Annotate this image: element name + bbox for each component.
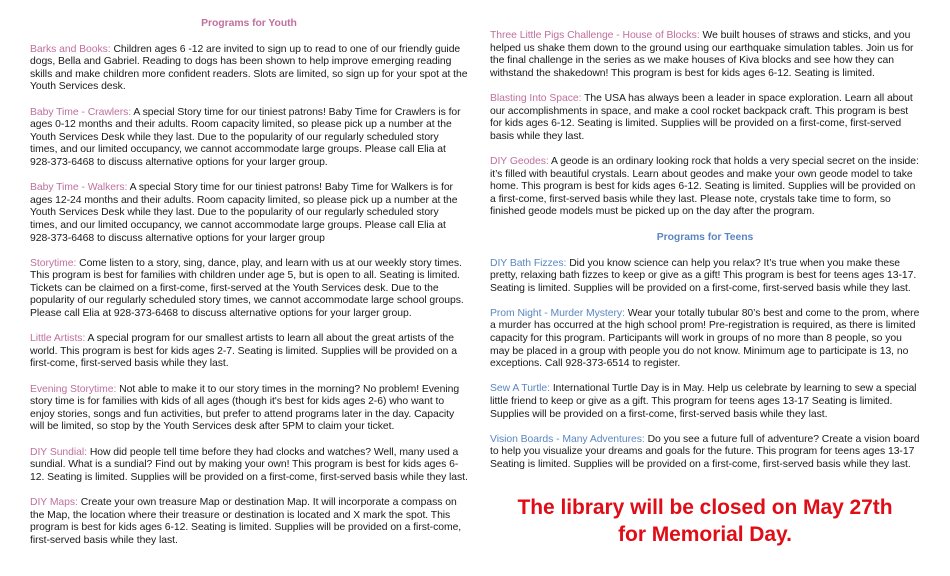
program-name: Sew A Turtle: bbox=[490, 383, 550, 395]
program-name: DIY Maps: bbox=[30, 496, 78, 508]
program-name: Little Artists: bbox=[30, 333, 86, 345]
program-description: A special Story time for our tiniest patrons! Baby Time for Crawlers is for ages 0-12 months and their adults. Room capacity limited, so please pick up a number at the Youth Services Desk while they last. Due to the popularity of our regularly scheduled story times, and our limited occupancy, we cannot accommodate large groups. Please call Elia at 928-373-6468 to discuss alternative options for your larger group. bbox=[30, 106, 461, 168]
closure-notice: The library will be closed on May 27th for Memorial Day. bbox=[517, 495, 893, 546]
youth-section-title: Programs for Youth bbox=[201, 18, 297, 29]
program-name: Baby Time - Crawlers: bbox=[30, 106, 132, 118]
program-name: DIY Sundial: bbox=[30, 446, 87, 458]
program-description: Children ages 6 -12 are invited to sign up to read to one of our friendly guide dogs, Bella and Gabriel. Reading to dogs has been shown to help improve emerging reading skills and make children more confident readers. Slots are limited, so sign up for your spot at the Youth Services desk. bbox=[30, 43, 468, 93]
program-little-artists bbox=[30, 333, 468, 371]
program-three-little-pigs bbox=[490, 0, 920, 80]
program-description: Do you see a future full of adventure? Create a vision board to help you visualize your dreams and goals for the future. This program for teens ages 13-17 Seating is limited. Supplies will be provided on a first-come, first-served basis while they last. bbox=[490, 433, 920, 470]
teens-section-title: Programs for Teens bbox=[656, 231, 754, 243]
program-name: Barks and Books: bbox=[30, 43, 111, 55]
program-name: Prom Night - Murder Mystery: bbox=[490, 307, 625, 319]
program-name: Vision Boards - Many Adventures: bbox=[490, 433, 645, 445]
program-barks-and-books bbox=[30, 44, 468, 94]
program-name: Three Little Pigs Challenge - House of Blocks: bbox=[490, 30, 700, 41]
program-description: Come listen to a story, sing, dance, play, and learn with us at our weekly story times. This program is best for families with children under age 5, but is open to all. Seating is limited. Tickets can be claimed on a first-come, first-served at the Youth Services desk. Due to the popularity of our regularly scheduled story times, we cannot accommodate large school groups. Please call Elia at 928-373-6468 to discuss alternative options for your larger group. bbox=[30, 257, 464, 320]
program-description: Wear your totally tubular 80’s best and come to the prom, where a murder has occurred at the high school prom! Pre-registration is required, as there is limited capacity for this program. Participants will work in groups of no more than 8 people, so you may be placed in a group with people you do not know. Minimum age to participate is 13, no exceptions. Call 928-373-6514 to register. bbox=[490, 307, 920, 370]
program-description: International Turtle Day is in May. Help us celebrate by learning to sew a special little friend to keep or give as a gift. This program for teens ages 13-17 Seating is limited. Supplies will be provided on a first-come, first-served basis while they last. bbox=[490, 383, 917, 420]
program-vision-boards bbox=[490, 434, 920, 472]
program-description: A special Story time for our tiniest patrons! Baby Time for Walkers is for ages 12-24 months and their adults. Room capacity limited, so please pick up a number at the Youth Services Desk while they last. Due to the popularity of our regularly scheduled story times, and our limited occupancy, we cannot accommodate large groups. Please call Elia at 928-373-6468 to discuss alternative options for your larger group bbox=[30, 182, 458, 244]
program-baby-time-crawlers bbox=[30, 107, 468, 170]
program-name: Baby Time - Walkers: bbox=[30, 182, 128, 194]
program-evening-storytime bbox=[30, 384, 468, 434]
program-diy-maps bbox=[30, 497, 468, 547]
program-description: Create your own treasure Map or destination Map. It will incorporate a compass on the Map, the location where their treasure or destination is located and X mark the spot. This program is best for kids ages 6-12. Seating is limited. Supplies will be provided on a first-come, first-served basis while they last. bbox=[30, 496, 462, 546]
program-description: Not able to make it to our story times in the morning? No problem! Evening story time is for families with kids of all ages (though it's best for kids ages 2-6) who want to enjoy stories, songs and fun activities, but prefer to attend programs later in the day. Capacity will be limited, so stop by the Youth Services desk after 5PM to claim your ticket. bbox=[30, 383, 460, 433]
program-description: How did people tell time before they had clocks and watches? Well, many used a sundial. What is a sundial? Find out by making your own! This program is best for kids ages 6-12. Seating is limited. Supplies will be provided on a first-come, first-served basis while they last. bbox=[30, 446, 468, 483]
program-diy-sundial bbox=[30, 447, 468, 485]
left-column bbox=[30, 0, 468, 560]
program-prom-night bbox=[490, 308, 920, 371]
program-diy-bath-fizzes bbox=[490, 258, 920, 296]
program-sew-a-turtle bbox=[490, 383, 920, 421]
right-column bbox=[490, 0, 920, 548]
program-name: DIY Bath Fizzes: bbox=[490, 257, 567, 269]
program-description: A geode is an ordinary looking rock that holds a very special secret on the inside: it’s filled with beautiful crystals. Learn about geodes and make your own geode model to take home. This program is best for kids ages 6-12. Seating is limited. Supplies will be provided on a first-come, first-served basis while they last. Please note, crystals take time to form, so finished geode models must be picked up on the day after the program. bbox=[490, 155, 919, 218]
program-baby-time-walkers bbox=[30, 182, 468, 245]
program-name: DIY Geodes: bbox=[490, 155, 549, 167]
program-name: Storytime: bbox=[30, 257, 77, 269]
program-storytime bbox=[30, 258, 468, 321]
program-name: Blasting Into Space: bbox=[490, 92, 582, 104]
program-description: We built houses of straws and sticks, and you helped us shake them down to the ground using our earthquake simulation tables. Join us for the final challenge in the series as we make houses of Kiva blocks and see how they can withstand the shakedown! This program is best for kids ages 6-12. Seating is limited. bbox=[490, 30, 914, 79]
program-description: Did you know science can help you relax? It’s true when you make these pretty, relaxing bath fizzes to keep or give as a gift! This program is best for teens ages 13-17. Seating is limited. Supplies will be provided on a first-come, first-served basis while they last. bbox=[490, 257, 917, 294]
program-blasting-into-space bbox=[490, 93, 920, 143]
program-diy-geodes bbox=[490, 156, 920, 219]
program-description: The USA has always been a leader in space exploration. Learn all about our accomplishments in space, and make a cool rocket backpack craft. This program is best for kids ages 6-12. Seating is limited. Supplies will be provided on a first-come, first-served basis while they last. bbox=[490, 92, 913, 142]
program-name: Evening Storytime: bbox=[30, 383, 117, 395]
program-description: A special program for our smallest artists to learn all about the great artists of the world. This program is best for kids ages 2-7. Seating is limited. Supplies will be provided on a first-come, first-served basis while they last. bbox=[30, 333, 457, 370]
